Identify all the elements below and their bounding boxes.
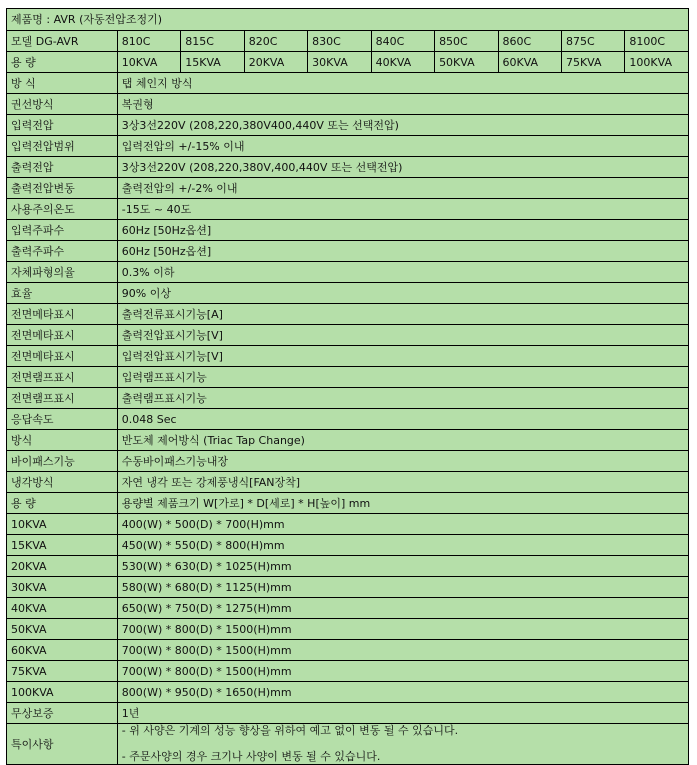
spec-row [7,430,689,451]
spec-label: 전면메타표시 [7,304,118,325]
model-cell: 810C [117,31,180,52]
capacity-cell: 10KVA [117,52,180,73]
spec-row [7,115,689,136]
spec-value: 700(W) * 800(D) * 1500(H)mm [117,640,688,661]
spec-row [7,409,689,430]
capacity-cell: 50KVA [435,52,498,73]
spec-value: -15도 ~ 40도 [117,199,688,220]
spec-value: 800(W) * 950(D) * 1650(H)mm [117,682,688,703]
spec-value: 580(W) * 680(D) * 1125(H)mm [117,577,688,598]
spec-value: 입력전압표시기능[V] [117,346,688,367]
spec-row [7,703,689,724]
spec-row [7,493,689,514]
spec-value: 출력전압표시기능[V] [117,325,688,346]
spec-value: 60Hz [50Hz옵션] [117,220,688,241]
capacity-cell: 40KVA [371,52,434,73]
spec-row [7,346,689,367]
spec-row [7,199,689,220]
spec-value: 자연 냉각 또는 강제풍냉식[FAN장착] [117,472,688,493]
spec-value: 입력전압의 +/-15% 이내 [117,136,688,157]
spec-label: 응답속도 [7,409,118,430]
capacity-label: 용 량 [7,52,118,73]
model-cell: 875C [561,31,624,52]
spec-label: 50KVA [7,619,118,640]
spec-label: 40KVA [7,598,118,619]
spec-label: 효율 [7,283,118,304]
spec-value: 1년 [117,703,688,724]
spec-label: 75KVA [7,661,118,682]
spec-label: 자체파형의율 [7,262,118,283]
spec-row [7,304,689,325]
capacity-cell: 30KVA [308,52,371,73]
note-spacer [122,738,684,750]
capacity-cell: 20KVA [244,52,307,73]
spec-row [7,136,689,157]
capacity-row [7,52,689,73]
spec-row [7,682,689,703]
spec-row [7,451,689,472]
spec-label: 전면메타표시 [7,325,118,346]
spec-row [7,556,689,577]
spec-value: 0.048 Sec [117,409,688,430]
spec-row [7,283,689,304]
spec-row [7,241,689,262]
spec-value: 출력전압의 +/-2% 이내 [117,178,688,199]
spec-label: 방 식 [7,73,118,94]
spec-value: 530(W) * 630(D) * 1025(H)mm [117,556,688,577]
spec-label: 무상보증 [7,703,118,724]
spec-row [7,640,689,661]
spec-value: 3상3선220V (208,220,380V400,440V 또는 선택전압) [117,115,688,136]
spec-label: 입력전압 [7,115,118,136]
spec-label: 용 량 [7,493,118,514]
note-line: - 주문사양의 경우 크기나 사양이 변동 될 수 있습니다. [121,750,381,763]
spec-label: 전면램프표시 [7,367,118,388]
spec-label: 입력주파수 [7,220,118,241]
spec-label: 출력전압 [7,157,118,178]
notes-label: 특이사항 [7,724,118,765]
spec-row [7,178,689,199]
spec-label: 20KVA [7,556,118,577]
notes-row [7,724,689,765]
model-row [7,31,689,52]
spec-row [7,325,689,346]
spec-row [7,472,689,493]
spec-label: 30KVA [7,577,118,598]
note-line: - 위 사양은 기계의 성능 향상을 위하여 예고 없이 변동 될 수 있습니다. [121,724,459,737]
spec-value: 복권형 [117,94,688,115]
spec-label: 100KVA [7,682,118,703]
spec-row [7,220,689,241]
spec-value: 탭 체인지 방식 [117,73,688,94]
model-cell: 860C [498,31,561,52]
spec-value: 수동바이패스기능내장 [117,451,688,472]
model-cell: 840C [371,31,434,52]
title-row [7,9,689,31]
spec-label: 사용주의온도 [7,199,118,220]
spec-row [7,157,689,178]
spec-row [7,73,689,94]
model-cell: 820C [244,31,307,52]
spec-label: 바이패스기능 [7,451,118,472]
spec-label: 전면램프표시 [7,388,118,409]
spec-label: 방식 [7,430,118,451]
spec-value: 60Hz [50Hz옵션] [117,241,688,262]
capacity-cell: 75KVA [561,52,624,73]
spec-label: 출력주파수 [7,241,118,262]
spec-row [7,535,689,556]
model-cell: 850C [435,31,498,52]
spec-value: 출력전류표시기능[A] [117,304,688,325]
spec-label: 입력전압범위 [7,136,118,157]
spec-value: 0.3% 이하 [117,262,688,283]
spec-value: 3상3선220V (208,220,380V,400,440V 또는 선택전압) [117,157,688,178]
spec-row [7,94,689,115]
spec-label: 출력전압변동 [7,178,118,199]
spec-value: 90% 이상 [117,283,688,304]
spec-label: 권선방식 [7,94,118,115]
spec-value: 반도체 제어방식 (Triac Tap Change) [117,430,688,451]
spec-row [7,661,689,682]
spec-row [7,577,689,598]
spec-value: 400(W) * 500(D) * 700(H)mm [117,514,688,535]
spec-row [7,514,689,535]
spec-label: 60KVA [7,640,118,661]
spec-row [7,598,689,619]
capacity-cell: 100KVA [625,52,689,73]
product-title: 제품명 : AVR (자동전압조정기) [7,9,689,31]
spec-value: 입력램프표시기능 [117,367,688,388]
spec-table [6,8,689,765]
model-cell: 8100C [625,31,689,52]
spec-value: 출력램프표시기능 [117,388,688,409]
notes-value [117,724,688,765]
spec-row [7,619,689,640]
spec-value: 450(W) * 550(D) * 800(H)mm [117,535,688,556]
spec-value: 700(W) * 800(D) * 1500(H)mm [117,661,688,682]
model-label: 모델 DG-AVR [7,31,118,52]
capacity-cell: 15KVA [181,52,244,73]
spec-label: 냉각방식 [7,472,118,493]
spec-value: 700(W) * 800(D) * 1500(H)mm [117,619,688,640]
spec-row [7,367,689,388]
spec-value: 650(W) * 750(D) * 1275(H)mm [117,598,688,619]
spec-label: 10KVA [7,514,118,535]
spec-label: 15KVA [7,535,118,556]
spec-label: 전면메타표시 [7,346,118,367]
spec-row [7,388,689,409]
model-cell: 830C [308,31,371,52]
model-cell: 815C [181,31,244,52]
capacity-cell: 60KVA [498,52,561,73]
spec-row [7,262,689,283]
spec-value: 용량별 제품크기 W[가로] * D[세로] * H[높이] mm [117,493,688,514]
